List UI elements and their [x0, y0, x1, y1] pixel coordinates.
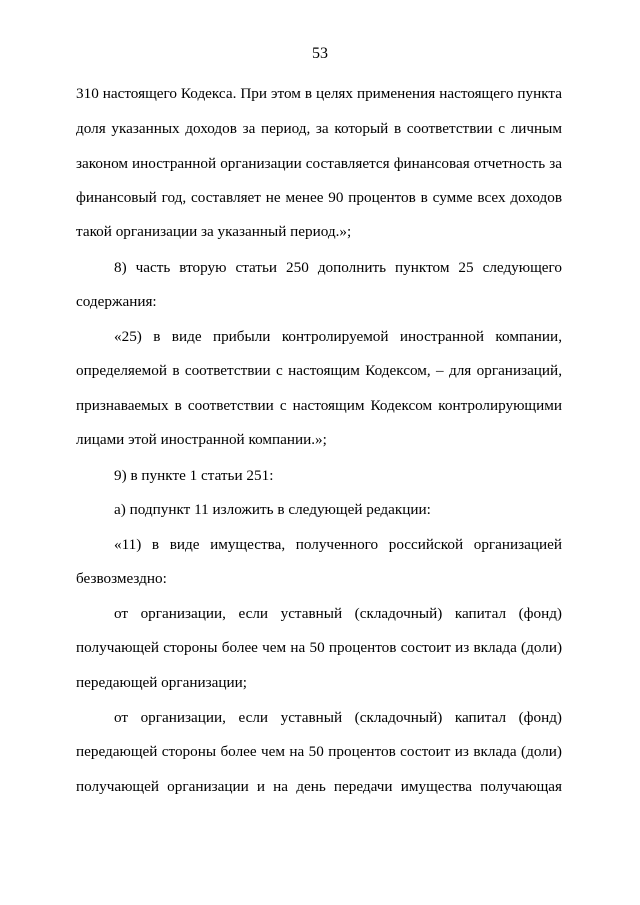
- text-line: получающей стороны более чем на 50 процентов состоит из вклада (доли): [76, 639, 562, 656]
- text-line: финансовый год, составляет не менее 90 процентов в сумме всех доходов: [76, 189, 562, 206]
- text-line: признаваемых в соответствии с настоящим Кодексом контролирующими: [76, 397, 562, 414]
- text-line: законом иностранной организации составляется финансовая отчетность за: [76, 155, 562, 172]
- text-line: безвозмездно:: [76, 570, 167, 587]
- text-line: передающей организации;: [76, 674, 247, 691]
- text-line: лицами этой иностранной компании.»;: [76, 431, 327, 448]
- page-number: 53: [312, 45, 328, 62]
- text-line: содержания:: [76, 293, 157, 310]
- text-line: от организации, если уставный (складочный) капитал (фонд): [114, 709, 562, 726]
- text-line: 310 настоящего Кодекса. При этом в целях применения настоящего пункта: [76, 85, 562, 102]
- text-line: определяемой в соответствии с настоящим Кодексом, – для организаций,: [76, 362, 562, 379]
- text-line: доля указанных доходов за период, за который в соответствии с личным: [76, 120, 562, 137]
- text-line: 8) часть вторую статьи 250 дополнить пунктом 25 следующего: [114, 259, 562, 276]
- text-line: от организации, если уставный (складочный) капитал (фонд): [114, 605, 562, 622]
- text-line: 9) в пункте 1 статьи 251:: [114, 467, 274, 484]
- text-line: передающей стороны более чем на 50 процентов состоит из вклада (доли): [76, 743, 562, 760]
- text-line: а) подпункт 11 изложить в следующей редакции:: [114, 501, 431, 518]
- text-line: получающей организации и на день передачи имущества получающая: [76, 778, 562, 795]
- text-line: «11) в виде имущества, полученного российской организацией: [114, 536, 562, 553]
- text-line: «25) в виде прибыли контролируемой иностранной компании,: [114, 328, 562, 345]
- text-line: такой организации за указанный период.»;: [76, 223, 352, 240]
